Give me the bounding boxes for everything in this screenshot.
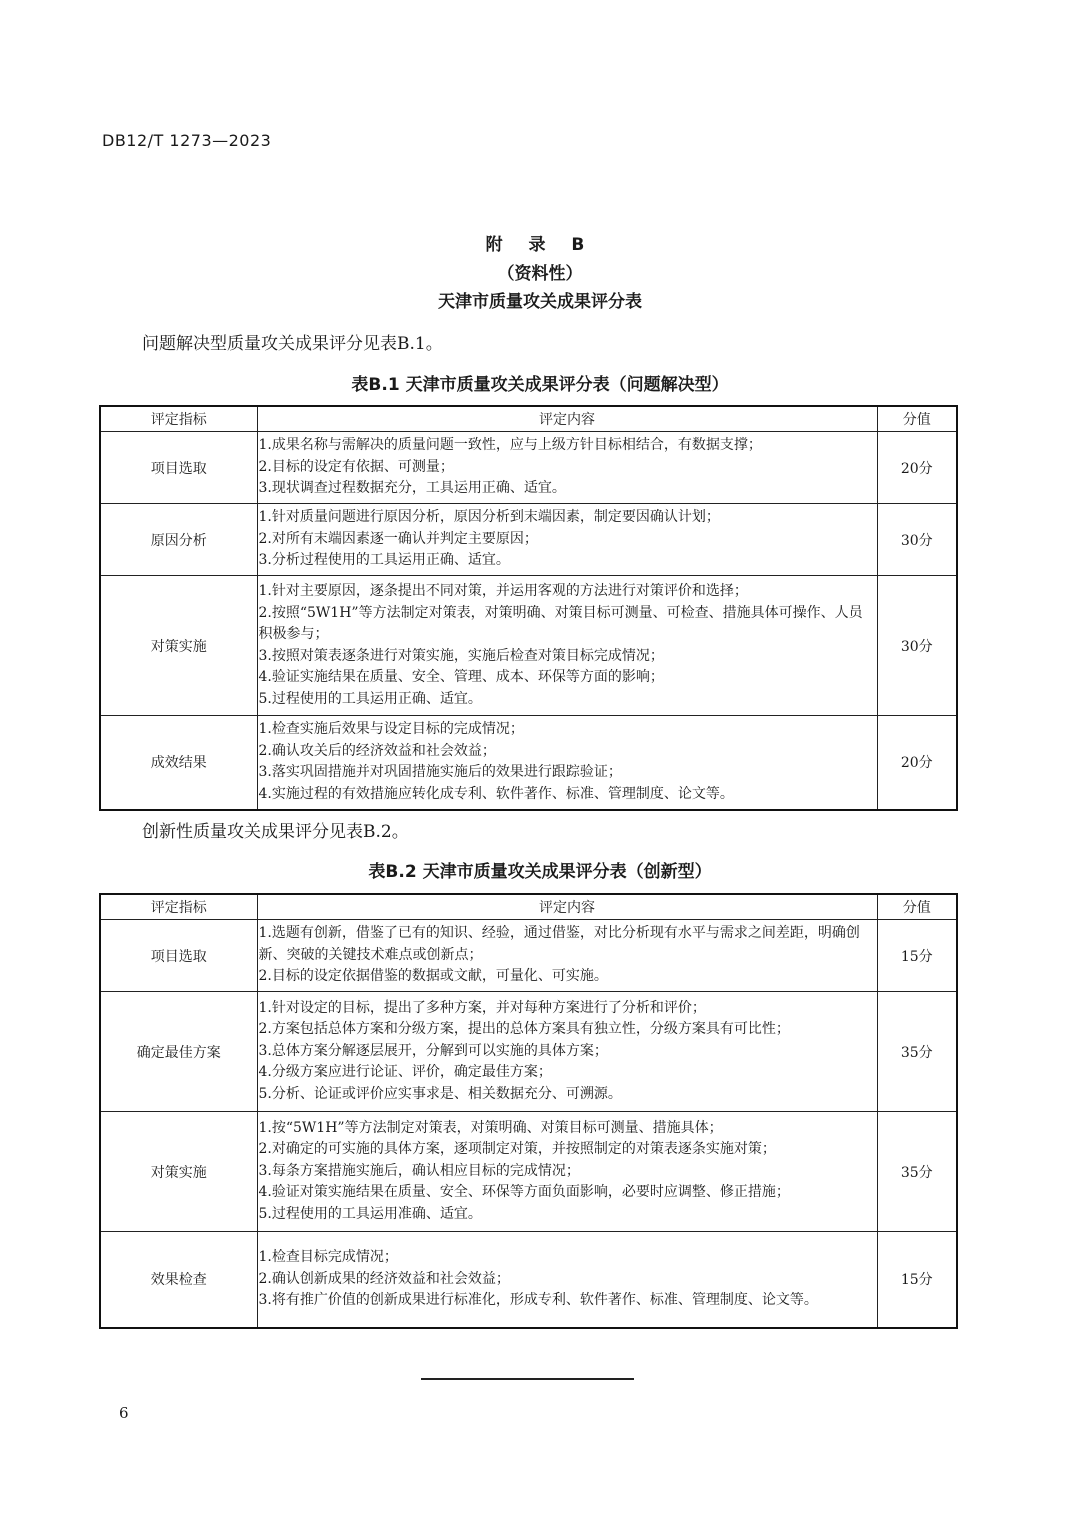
score-cell: 20分 xyxy=(877,716,957,810)
table-b1-caption: 表B.1 天津市质量攻关成果评分表（问题解决型） xyxy=(351,375,729,395)
table-header-row xyxy=(100,406,957,432)
appendix-title: 天津市质量攻关成果评分表 xyxy=(438,292,642,312)
content-item: 4.实施过程的有效措施应转化成专利、软件著作、标准、管理制度、论文等。 xyxy=(258,785,734,802)
score-cell: 20分 xyxy=(877,432,957,504)
content-cell xyxy=(257,576,877,716)
content-item: 2.方案包括总体方案和分级方案，提出的总体方案具有独立性，分级方案具有可比性； xyxy=(258,1021,790,1038)
score-cell: 30分 xyxy=(877,504,957,576)
content-item: 1.针对设定的目标，提出了多种方案，并对每种方案进行了分析和评价； xyxy=(258,999,706,1016)
content-cell xyxy=(257,992,877,1112)
content-item: 4.验证实施结果在质量、安全、管理、成本、环保等方面的影响； xyxy=(258,669,664,685)
content-item: 1.成果名称与需解决的质量问题一致性，应与上级方针目标相结合，有数据支撑； xyxy=(258,437,762,454)
table-row xyxy=(100,504,957,576)
content-item: 3.总体方案分解逐层展开，分解到可以实施的具体方案； xyxy=(258,1042,608,1059)
intro-paragraph-b2: 创新性质量攻关成果评分见表B.2。 xyxy=(142,822,409,842)
table-row xyxy=(100,432,957,504)
content-item: 3.现状调查过程数据充分，工具运用正确、适宜。 xyxy=(258,480,566,497)
content-item: 4.分级方案应进行论证、评价，确定最佳方案； xyxy=(258,1064,552,1081)
content-item: 1.按“5W1H”等方法制定对策表，对策明确、对策目标可测量、措施具体； xyxy=(258,1119,723,1136)
content-item: 1.检查实施后效果与设定目标的完成情况； xyxy=(258,721,524,738)
indicator-cell: 成效结果 xyxy=(100,716,257,810)
indicator-cell: 项目选取 xyxy=(100,920,257,992)
content-item: 2.目标的设定有依据、可测量； xyxy=(258,458,454,475)
content-item: 2.对确定的可实施的具体方案，逐项制定对策，并按照制定的对策表逐条实施对策； xyxy=(258,1141,776,1158)
content-item: 1.选题有创新，借鉴了已有的知识、经验，通过借鉴，对比分析现有水平与需求之间差距，明确创新、突破的关键技术难点或创新点； xyxy=(258,925,860,963)
content-cell xyxy=(257,716,877,810)
table-b2-caption: 表B.2 天津市质量攻关成果评分表（创新型） xyxy=(368,862,712,882)
intro-paragraph-b1: 问题解决型质量攻关成果评分见表B.1。 xyxy=(142,334,443,354)
content-cell xyxy=(257,1112,877,1232)
content-item: 3.落实巩固措施并对巩固措施实施后的效果进行跟踪验证； xyxy=(258,764,622,781)
indicator-cell: 效果检查 xyxy=(100,1232,257,1328)
content-item: 1.针对主要原因，逐条提出不同对策，并运用客观的方法进行对策评价和选择； xyxy=(258,583,748,599)
content-item: 3.每条方案措施实施后，确认相应目标的完成情况； xyxy=(258,1162,580,1179)
column-header: 评定指标 xyxy=(100,406,257,432)
content-cell xyxy=(257,920,877,992)
table-row xyxy=(100,1232,957,1328)
table-b1 xyxy=(99,405,958,811)
table-b2 xyxy=(99,893,958,1329)
footer-rule xyxy=(421,1378,634,1380)
table-row xyxy=(100,716,957,810)
table-header-row xyxy=(100,894,957,920)
column-header: 评定内容 xyxy=(257,894,877,920)
content-item: 2.确认创新成果的经济效益和社会效益； xyxy=(258,1270,510,1287)
score-cell: 35分 xyxy=(877,1112,957,1232)
content-cell xyxy=(257,504,877,576)
score-cell: 35分 xyxy=(877,992,957,1112)
content-item: 5.过程使用的工具运用准确、适宜。 xyxy=(258,1205,482,1222)
content-cell xyxy=(257,1232,877,1328)
score-cell: 15分 xyxy=(877,1232,957,1328)
content-item: 5.分析、论证或评价应实事求是、相关数据充分、可溯源。 xyxy=(258,1085,622,1102)
indicator-cell: 项目选取 xyxy=(100,432,257,504)
table-row xyxy=(100,920,957,992)
column-header: 评定指标 xyxy=(100,894,257,920)
content-item: 3.将有推广价值的创新成果进行标准化，形成专利、软件著作、标准、管理制度、论文等。 xyxy=(258,1292,818,1308)
table-row xyxy=(100,992,957,1112)
indicator-cell: 原因分析 xyxy=(100,504,257,576)
column-header: 分值 xyxy=(877,406,957,432)
indicator-cell: 对策实施 xyxy=(100,576,257,716)
appendix-label: 附 录 B xyxy=(485,235,595,255)
indicator-cell: 确定最佳方案 xyxy=(100,992,257,1112)
content-cell xyxy=(257,432,877,504)
score-cell: 15分 xyxy=(877,920,957,992)
content-item: 4.验证对策实施结果在质量、安全、环保等方面负面影响，必要时应调整、修正措施； xyxy=(258,1184,790,1201)
content-item: 2.目标的设定依据借鉴的数据或文献，可量化、可实施。 xyxy=(258,968,608,985)
content-item: 3.按照对策表逐条进行对策实施，实施后检查对策目标完成情况； xyxy=(258,647,664,664)
column-header: 分值 xyxy=(877,894,957,920)
content-item: 2.对所有末端因素逐一确认并判定主要原因； xyxy=(258,530,538,547)
score-cell: 30分 xyxy=(877,576,957,716)
content-item: 1.针对质量问题进行原因分析，原因分析到末端因素，制定要因确认计划； xyxy=(258,509,720,526)
content-item: 3.分析过程使用的工具运用正确、适宜。 xyxy=(258,552,510,569)
table-row xyxy=(100,576,957,716)
content-item: 5.过程使用的工具运用正确、适宜。 xyxy=(258,690,482,707)
column-header: 评定内容 xyxy=(257,406,877,432)
content-item: 2.确认攻关后的经济效益和社会效益； xyxy=(258,742,496,759)
indicator-cell: 对策实施 xyxy=(100,1112,257,1232)
document-id: DB12/T 1273—2023 xyxy=(102,131,272,150)
content-item: 1.检查目标完成情况； xyxy=(258,1249,398,1265)
appendix-nature: （资料性） xyxy=(497,264,583,284)
page-number: 6 xyxy=(119,1404,129,1422)
table-row xyxy=(100,1112,957,1232)
content-item: 2.按照“5W1H”等方法制定对策表，对策明确、对策目标可测量、可检查、措施具体可操作、人员积极参与； xyxy=(258,604,863,642)
